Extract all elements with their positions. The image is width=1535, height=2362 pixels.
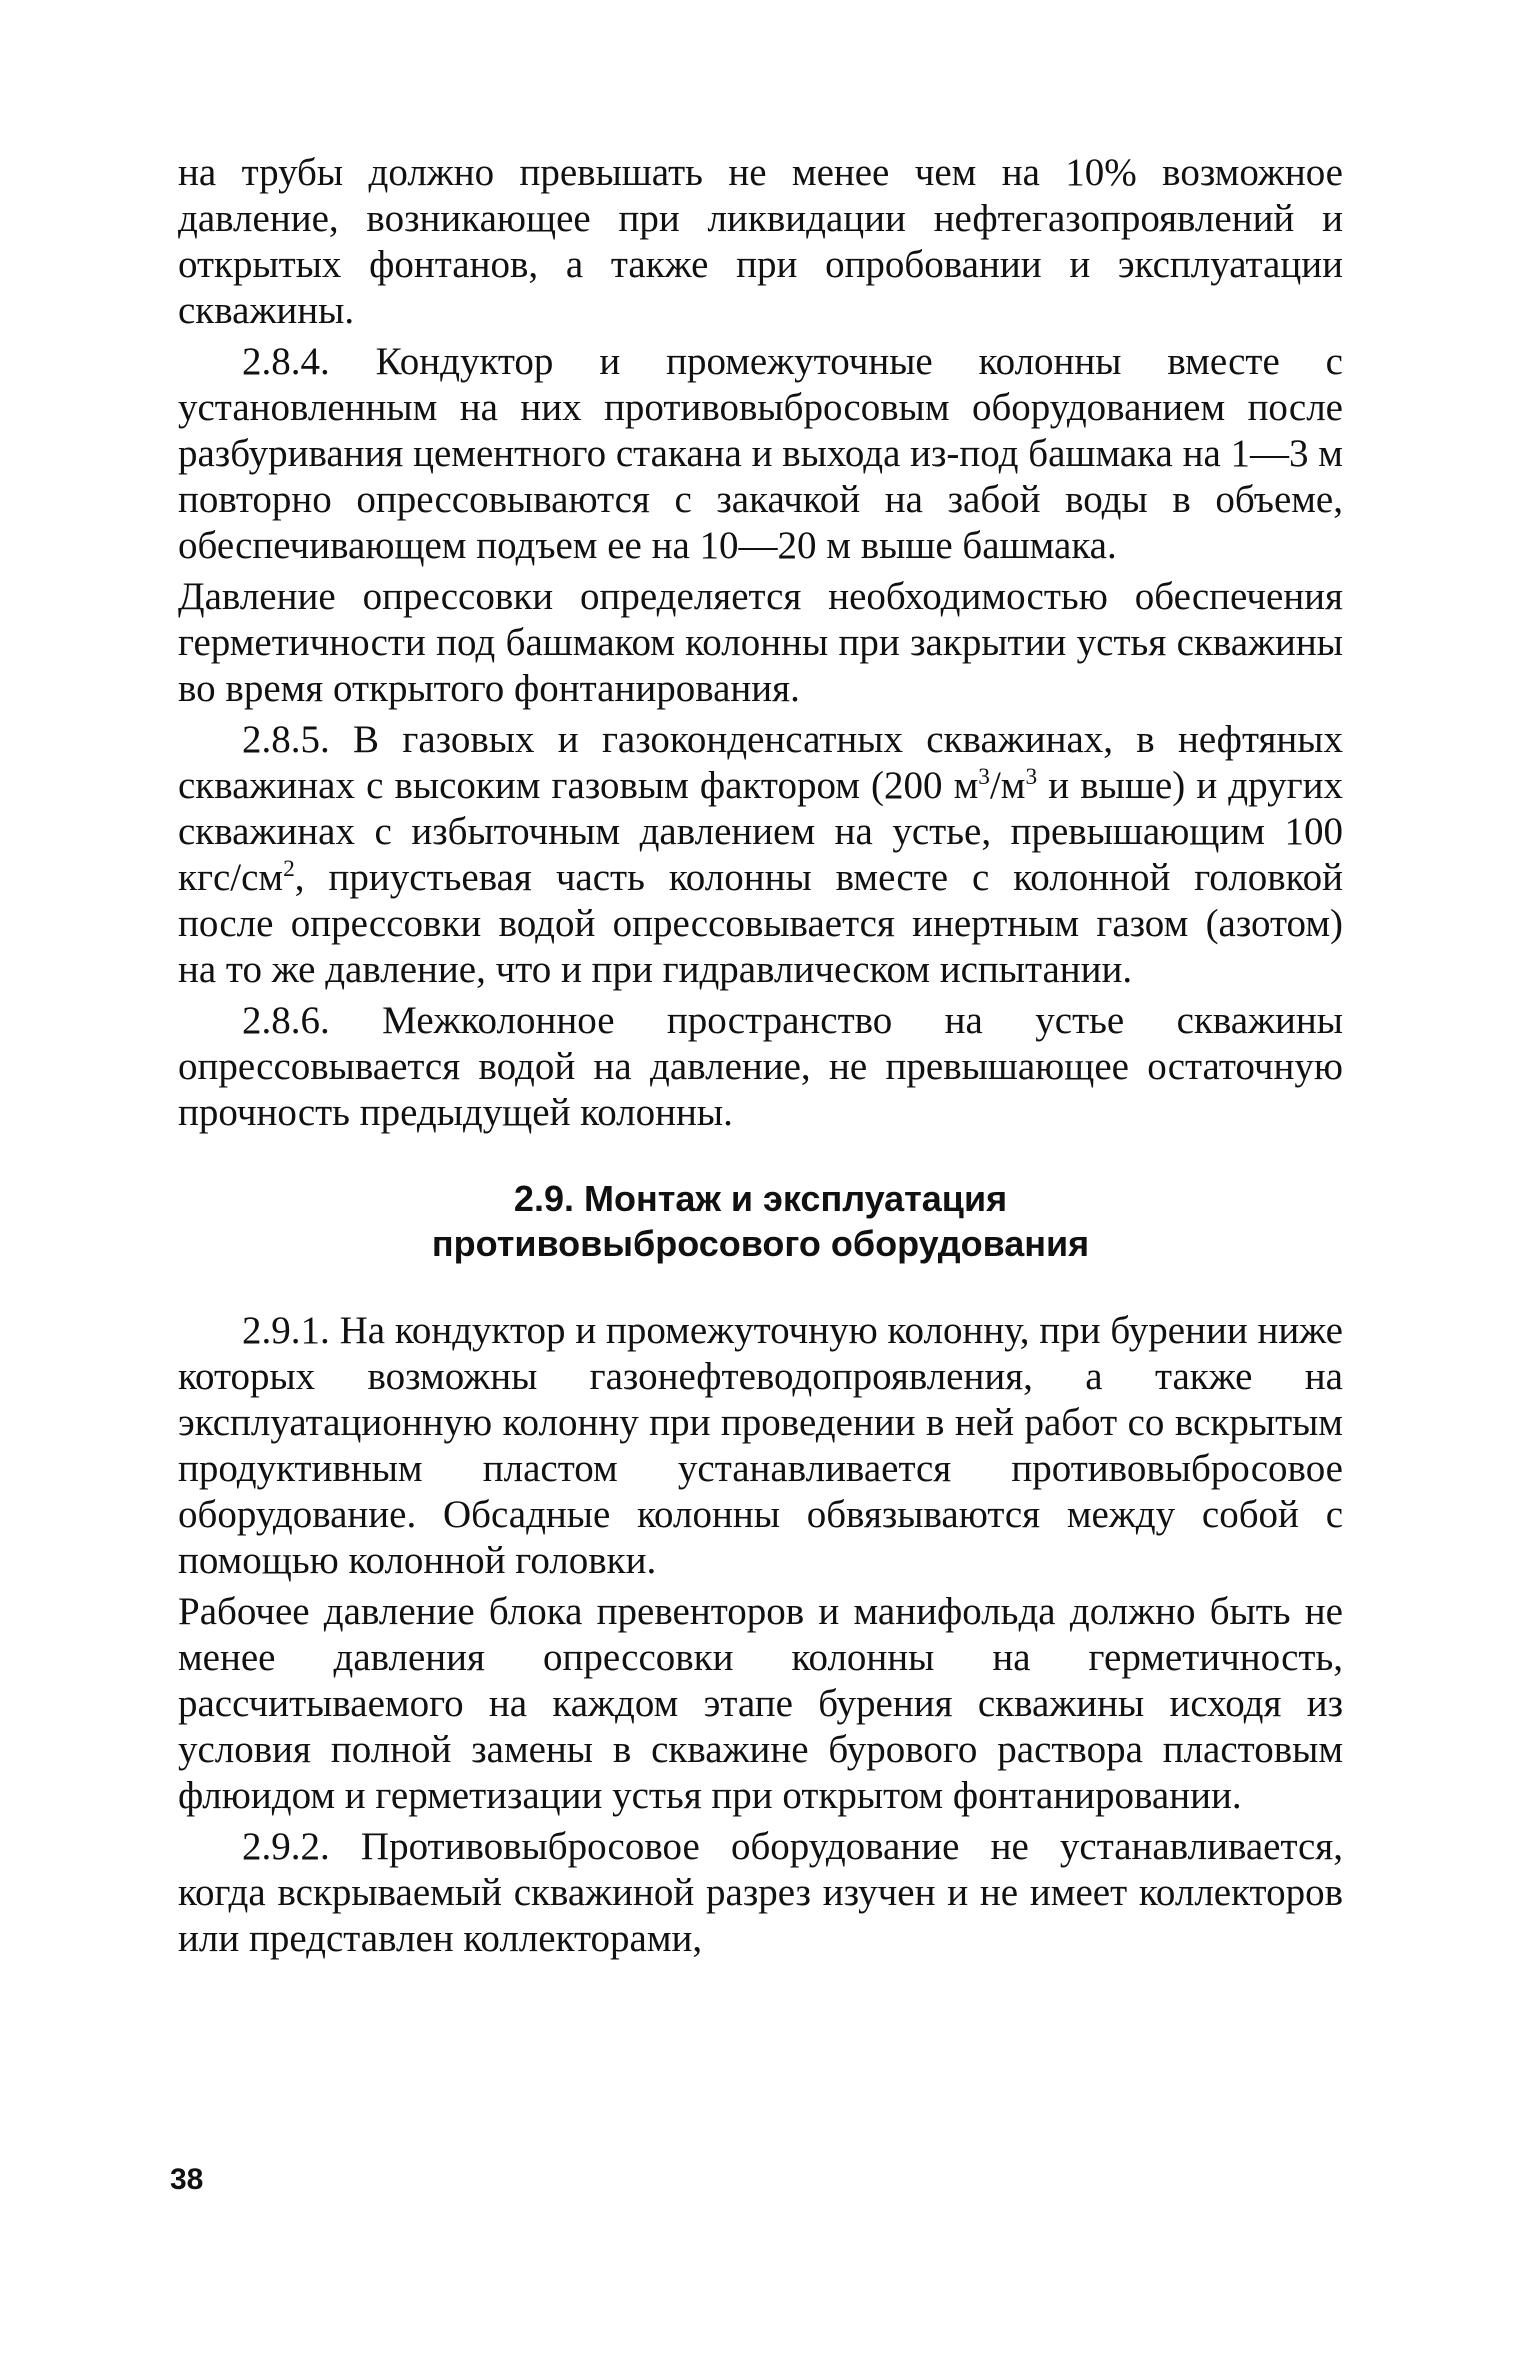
paragraph-2-9-2: 2.9.2. Противовыбросовое оборудование не устанавливается, когда вскрываемый скважиной разрез изучен и не имеет коллекторов или представлен коллекторами, [178,1825,1343,1960]
paragraph-2-8-5-part: /м [989,764,1026,807]
paragraph-pressure-test: Давление опрессовки определяется необходимостью обеспечения герметичности под башмаком колонны при закрытии устья скважины во время открытого фонтанирования. [178,575,1343,710]
superscript-2: 2 [283,856,295,882]
page-number: 38 [170,2163,204,2196]
paragraph-2-8-5-part: 2.8.5. В газовых и газоконденсатных скважинах, в нефтяных скважинах с высоким газовым фактором (200 м [178,718,1343,807]
section-heading-line: противовыбросового оборудования [431,1223,1090,1264]
superscript-3: 3 [978,764,990,790]
paragraph-2-8-4: 2.8.4. Кондуктор и промежуточные колонны вместе с установленным на них противовыбросовым оборудованием после разбуривания цементного стакана и выхода из-под башмака на 1—3 м повторно опрессовываются с закачкой на забой воды в объеме, обеспечивающем подъем ее на 10—20 м выше башмака. [178,340,1343,567]
paragraph-2-8-5-part: , приустьевая часть колонны вместе с колонной головкой после опрессовки водой опрессовывается инертным газом (азотом) на то же давление, что и при гидравлическом испытании. [178,856,1343,991]
paragraph-2-9-1: 2.9.1. На кондуктор и промежуточную колонну, при бурении ниже которых возможны газонефтеводопроявления, а также на эксплуатационную колонну при проведении в ней работ со вскрытым продуктивным пластом устанавливается противовыбросовое оборудование. Обсадные колонны обвязываются между собой с помощью колонной головки. [178,1309,1343,1582]
section-heading-line: 2.9. Монтаж и эксплуатация [513,1178,1008,1219]
paragraph-continuation: на трубы должно превышать не менее чем на 10% возможное давление, возникающее при ликвидации нефтегазопроявлений и открытых фонтанов, а также при опробовании и эксплуатации скважины. [178,151,1343,332]
paragraph-2-8-6: 2.8.6. Межколонное пространство на устье скважины опрессовывается водой на давление, не превышающее остаточную прочность предыдущей колонны. [178,999,1343,1134]
paragraph-working-pressure: Рабочее давление блока превенторов и манифольда должно быть не менее давления опрессовки колонны на герметичность, рассчитываемого на каждом этапе бурения скважины исходя из условия полной замены в скважине бурового раствора пластовым флюидом и герметизации устья при открытом фонтанировании. [178,1590,1343,1817]
section-heading-2-9 [178,1176,1343,1266]
paragraph-2-8-5 [178,717,1343,993]
paragraph-2-8-5-part: и выше) и других скважинах с избыточным давлением на устье, превышающим 100 кгс/см [178,764,1343,899]
superscript-3: 3 [1025,764,1038,790]
page-body [178,150,1343,1962]
